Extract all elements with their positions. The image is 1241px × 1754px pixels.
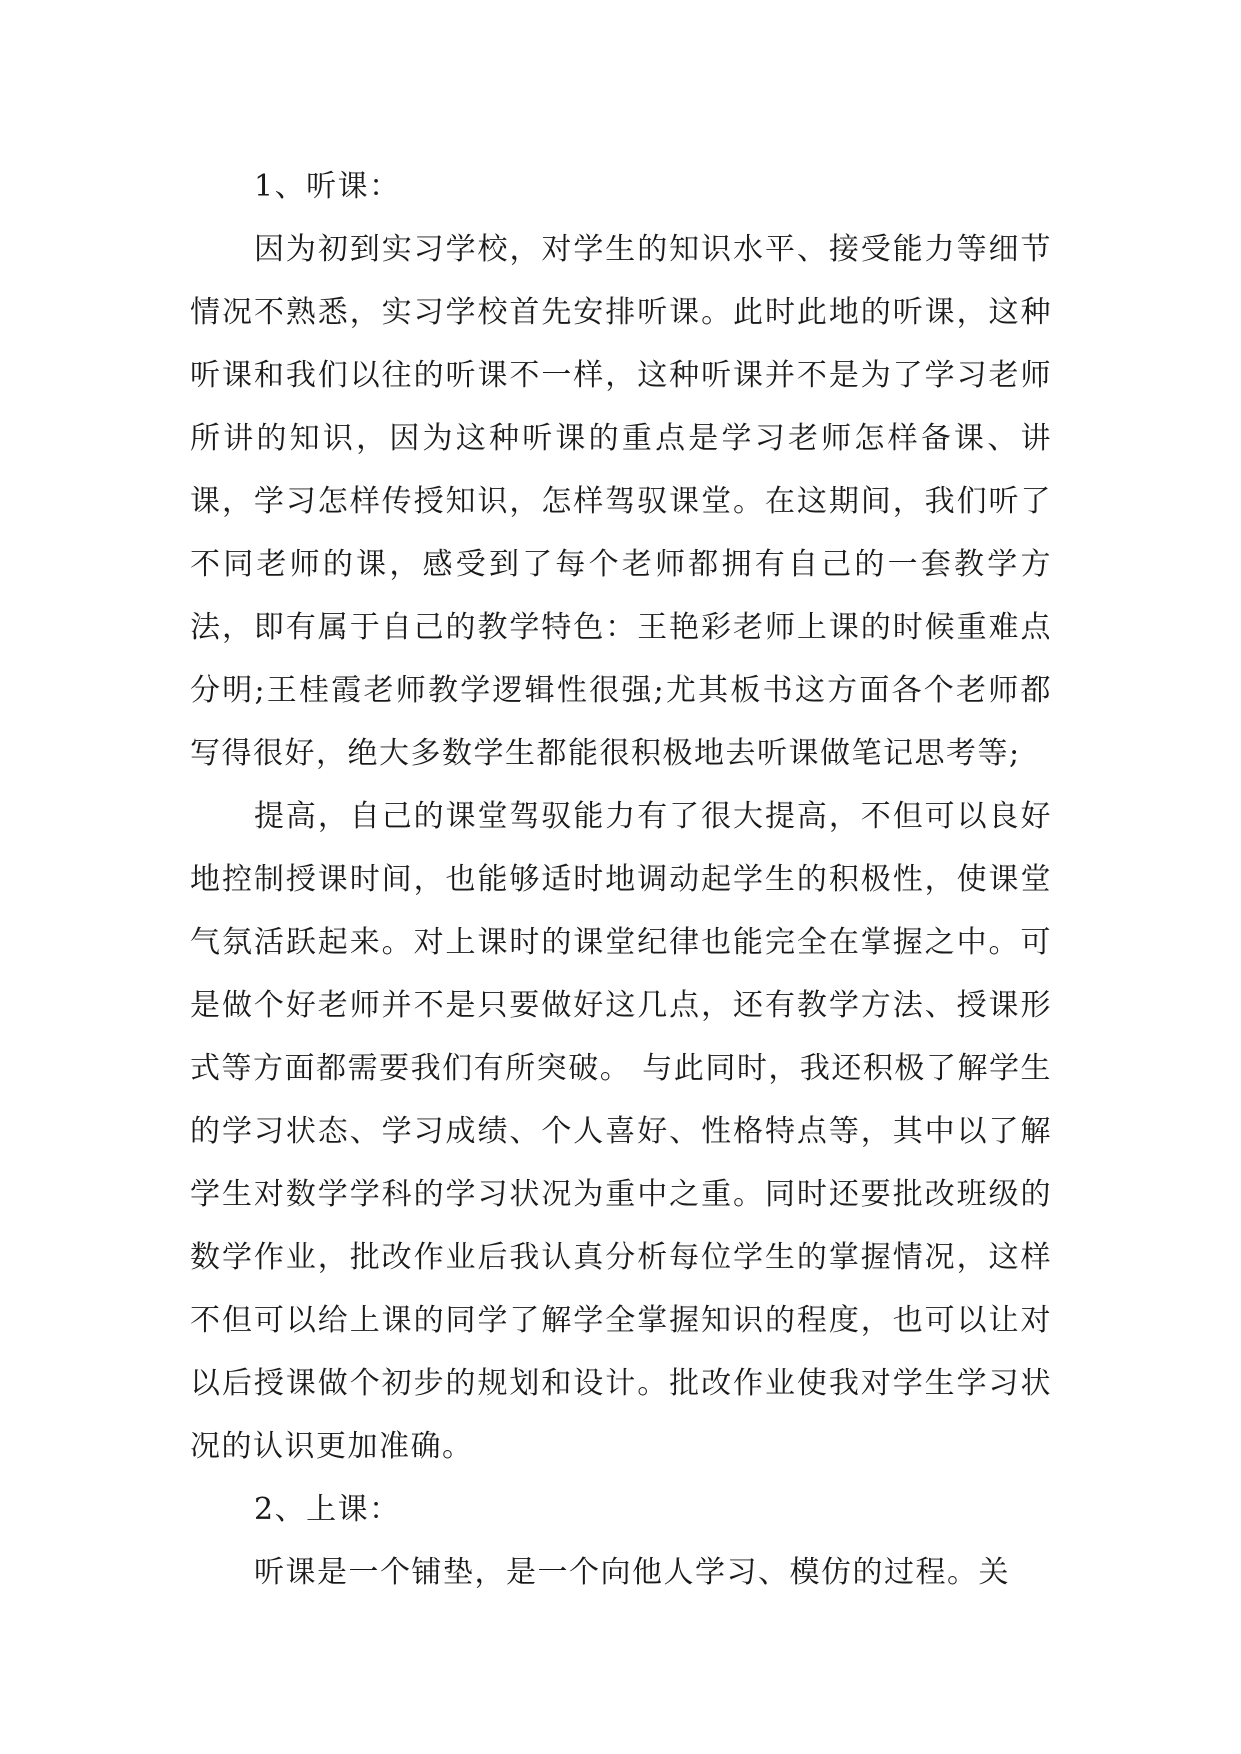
section-heading-listening: 1、听课：	[254, 169, 401, 204]
paragraph-listening-experience: 因为初到实习学校，对学生的知识水平、接受能力等细节情况不熟悉，实习学校首先安排听课。此时此地的听课，这种听课和我们以往的听课不一样，这种听课并不是为了学习老师所讲的知识，因为这种听课的重点是学习老师怎样备课、讲课，学习怎样传授知识，怎样驾驭课堂。在这期间，我们听了不同老师的课，感受到了每个老师都拥有自己的一套教学方法，即有属于自己的教学特色：王艳彩老师上课的时候重难点分明;王桂霞老师教学逻辑性很强;尤其板书这方面各个老师都写得很好，绝大多数学生都能很积极地去听课做笔记思考等;	[190, 232, 1052, 771]
document-body	[190, 155, 1052, 1604]
section-heading-teaching: 2、上课：	[254, 1492, 401, 1527]
paragraph-classroom-improvement: 提高，自己的课堂驾驭能力有了很大提高，不但可以良好地控制授课时间，也能够适时地调动起学生的积极性，使课堂气氛活跃起来。对上课时的课堂纪律也能完全在掌握之中。可是做个好老师并不是只要做好这几点，还有教学方法、授课形式等方面都需要我们有所突破。 与此同时，我还积极了解学生的学习状态、学习成绩、个人喜好、性格特点等，其中以了解学生对数学学科的学习状况为重中之重。同时还要批改班级的数学作业，批改作业后我认真分析每位学生的掌握情况，这样不但可以给上课的同学了解学全掌握知识的程度，也可以让对以后授课做个初步的规划和设计。批改作业使我对学生学习状况的认识更加准确。	[190, 799, 1052, 1464]
paragraph-teaching-intro: 听课是一个铺垫，是一个向他人学习、模仿的过程。关	[254, 1555, 1010, 1590]
